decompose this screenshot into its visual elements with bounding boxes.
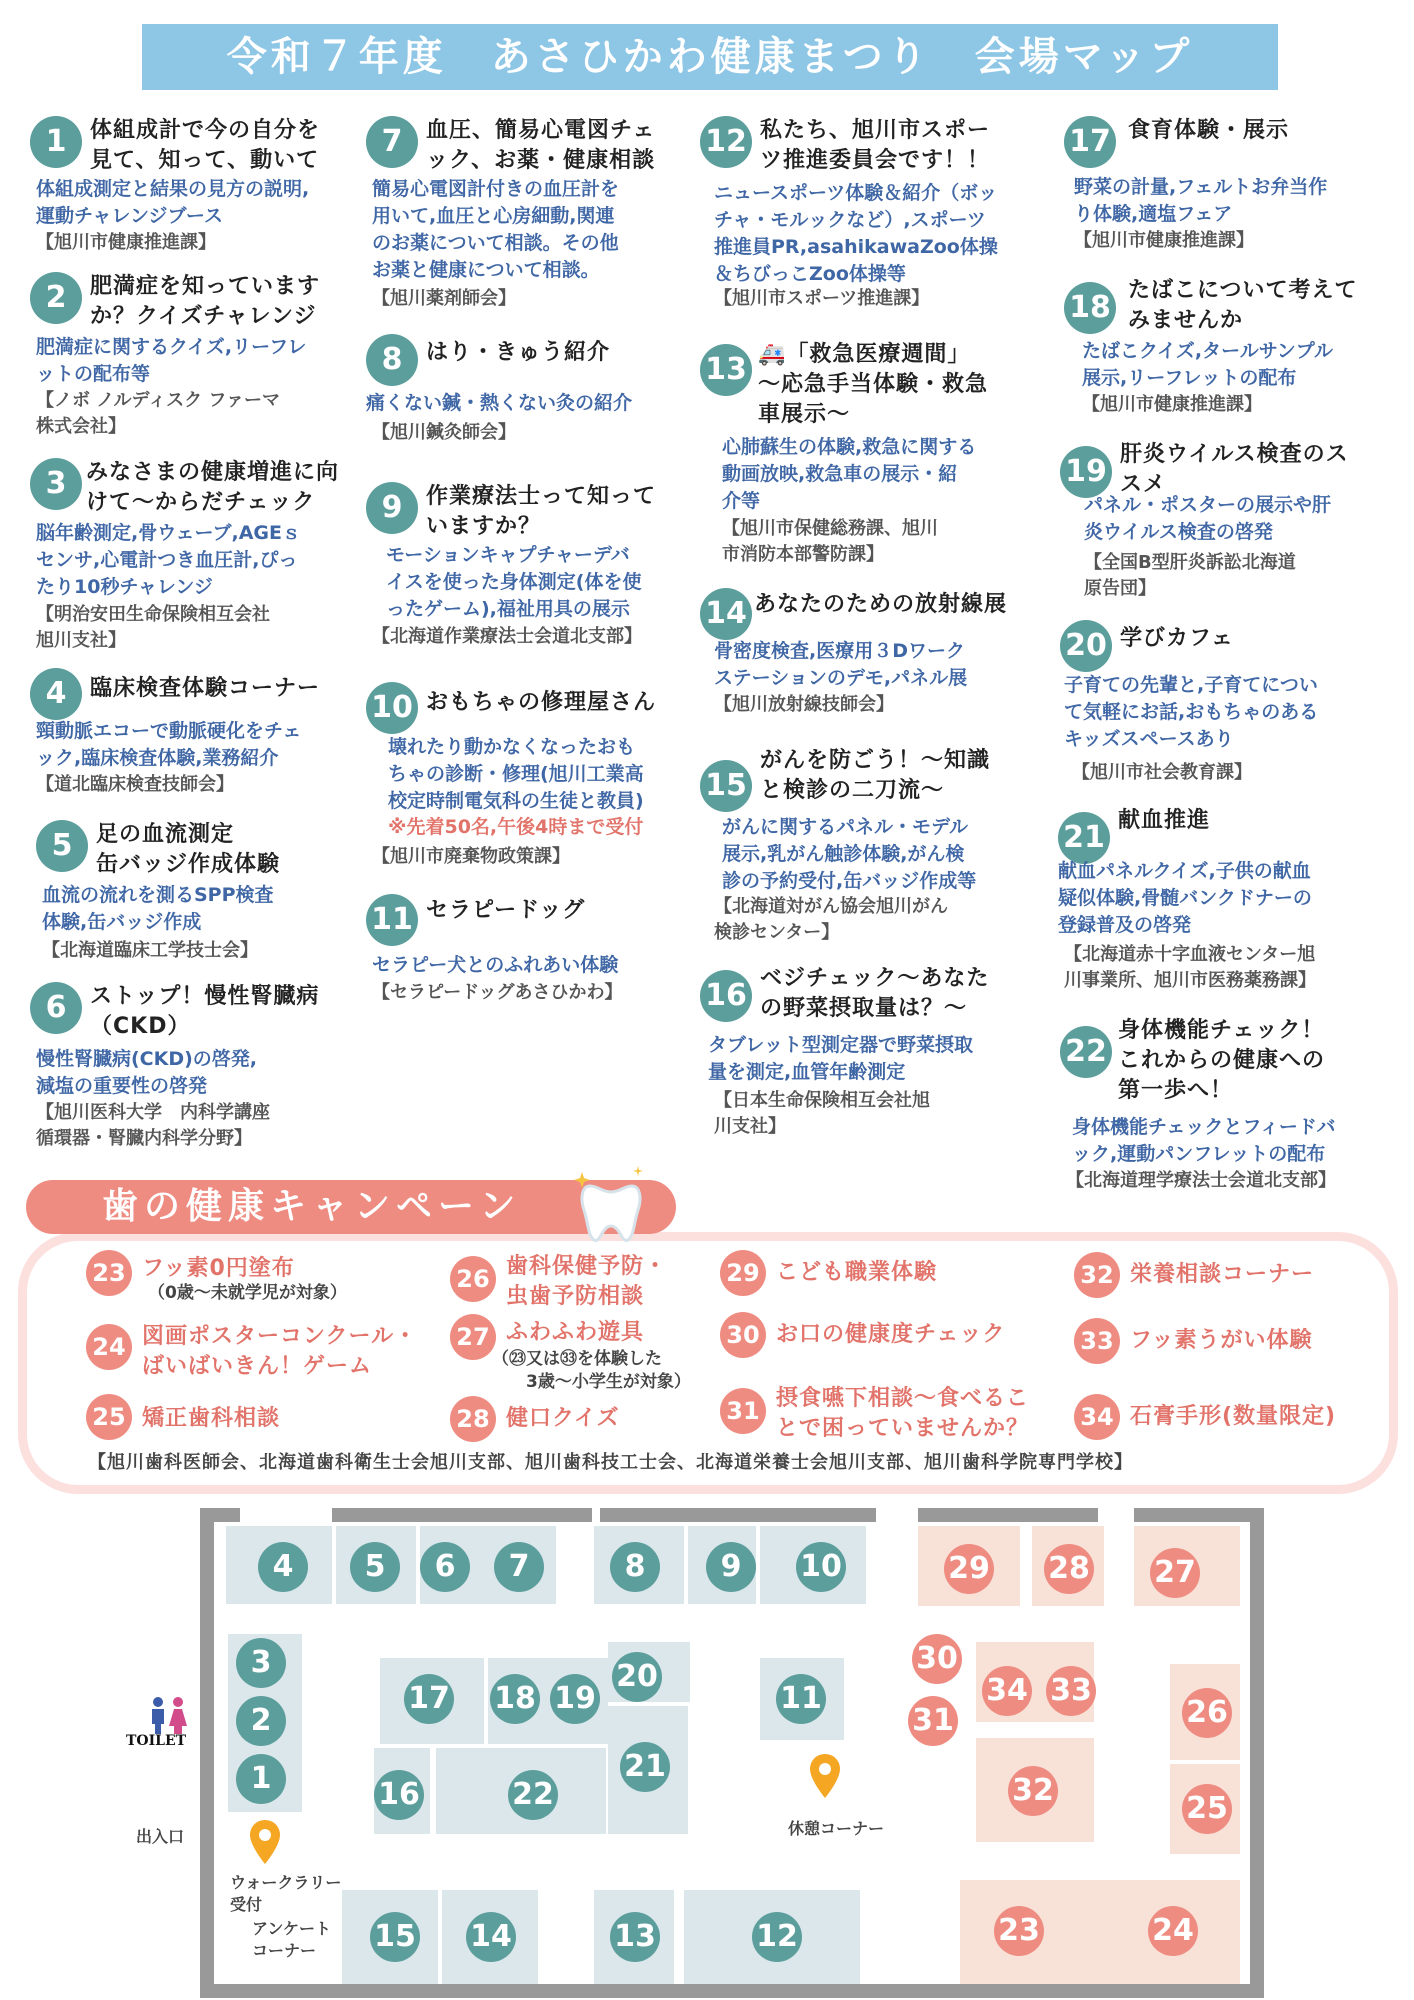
dental-item-34 [1074,1394,1374,1442]
booth-org: 【北海道理学療法士会道北支部】 [1066,1170,1336,1191]
dental-number: 28 [450,1396,496,1442]
map-booth-22: 22 [508,1770,558,1820]
booth-org: 【旭川市健康推進課】 [1082,394,1262,415]
booth-number: 2 [30,272,82,324]
booth-number: 9 [366,482,418,534]
booth-number: 7 [366,116,418,168]
map-booth-21: 21 [620,1742,670,1792]
dental-item-28 [450,1396,710,1444]
booth-title: おもちゃの修理屋さん [426,690,657,715]
booth-number: 5 [36,820,88,872]
map-booth-12: 12 [752,1912,802,1962]
booth-title: みなさまの健康増進に向 けて～からだチェック [86,460,340,515]
booth-16 [700,964,1050,1137]
booth-org: 【北海道対がん協会旭川がん 検診センター】 [714,896,948,943]
booth-title: たばこについて考えて みませんか [1128,278,1358,333]
booth-desc: 頸動脈エコーで動脈硬化をチェ ック,臨床検査体験,業務紹介 [36,720,302,769]
booth-desc: 子育ての先輩と,子育てについ て気軽にお話,おもちゃのある キッズスペースあり [1064,674,1319,750]
booth-title: はり・きゅう紹介 [426,340,611,365]
booth-title: 体組成計で今の自分を 見て、知って、動いて [90,118,321,173]
booth-title: 献血推進 [1118,808,1211,833]
dental-number: 31 [720,1388,766,1434]
booth-title: 作業療法士って知って いますか？ [426,484,657,539]
booth-org: 【旭川市健康推進課】 [1074,230,1254,251]
booth-11 [366,894,696,1014]
booth-org: 【旭川医科大学 内科学講座 循環器・腎臓内科学分野】 [36,1102,270,1149]
booth-title: 学びカフェ [1120,626,1234,651]
dental-label: 図画ポスターコンクール・ ばいばいきん！ゲーム [142,1324,418,1379]
booth-2 [30,272,360,442]
booth-org: 【セラピードッグあさひかわ】 [372,982,623,1003]
booth-desc: セラピー犬とのふれあい体験 [372,954,619,976]
map-booth-5: 5 [350,1542,400,1592]
map-booth-24: 24 [1148,1906,1198,1956]
dental-label: 健口クイズ [506,1406,620,1431]
booth-title: 身体機能チェック！ これからの健康への 第一歩へ！ [1118,1018,1326,1103]
dental-item-27 [450,1314,710,1394]
map-booth-33: 33 [1046,1666,1096,1716]
booth-desc: モーションキャプチャーデバ イスを使った身体測定(体を使 ったゲーム),福祉用具の展示 [386,544,642,620]
booth-desc: たばこクイズ,タールサンプル 展示,リーフレットの配布 [1082,340,1333,389]
dental-item-24 [86,1318,456,1378]
map-booth-19: 19 [550,1674,600,1724]
booth-number: 10 [366,682,418,734]
booth-number: 4 [30,668,82,720]
booth-org: 【旭川市社会教育課】 [1072,762,1252,783]
booth-org: 【日本生命保険相互会社旭 川支社】 [714,1090,930,1137]
booth-desc: パネル・ポスターの展示や肝 炎ウイルス検査の啓発 [1084,494,1332,543]
dental-number: 32 [1074,1252,1120,1298]
map-booth-30: 30 [912,1634,962,1684]
dental-item-29 [720,1250,1020,1298]
booth-org: 【旭川市スポーツ推進課】 [714,288,930,309]
map-booth-17: 17 [404,1674,454,1724]
map-booth-20: 20 [612,1652,662,1702]
booth-21 [1058,806,1408,1006]
booth-15 [700,746,1050,946]
booth-number: 3 [30,458,82,510]
map-booth-11: 11 [776,1674,826,1724]
dental-item-23 [86,1250,416,1310]
booth-17 [1064,116,1404,266]
booth-8 [366,334,696,444]
booth-desc: 献血パネルクイズ,子供の献血 疑似体験,骨髄バンクドナーの 登録普及の啓発 [1058,860,1312,936]
booth-org: 【ノボ ノルディスク ファーマ 株式会社】 [36,390,281,437]
booth-19 [1060,440,1400,610]
booth-7 [366,116,686,316]
booth-org: 【旭川市健康推進課】 [36,232,216,253]
map-booth-10: 10 [796,1542,846,1592]
map-booth-25: 25 [1182,1784,1232,1834]
dental-organizers: 【旭川歯科医師会、北海道歯科衛生士会旭川支部、旭川歯科技工士会、北海道栄養士会旭川支部、旭川歯科学院専門学校】 [88,1452,1133,1473]
dental-label: ふわふわ遊具 [506,1320,645,1345]
map-booth-6: 6 [420,1542,470,1592]
dental-number: 33 [1074,1318,1120,1364]
booth-1 [30,116,360,256]
dental-item-30 [720,1312,1060,1360]
map-booth-2: 2 [236,1696,286,1746]
dental-number: 27 [450,1314,496,1360]
booth-desc: 慢性腎臓病(CKD)の啓発, 減塩の重要性の啓発 [36,1048,258,1097]
booth-title: 血圧、簡易心電図チェ ック、お薬・健康相談 [426,118,656,173]
booth-title: 食育体験・展示 [1128,118,1290,143]
booth-title: 🚑「救急医療週間」 ～応急手当体験・救急 車展示～ [758,342,989,427]
dental-label: フッ素0円塗布 [142,1256,295,1281]
dental-label: 矯正歯科相談 [142,1406,281,1431]
map-booth-9: 9 [706,1542,756,1592]
booth-org: 【北海道臨床工学技士会】 [42,940,258,961]
booth-title: ベジチェック～あなた の野菜摂取量は？～ [760,966,990,1021]
booth-10 [366,682,696,872]
booth-org: 【全国B型肝炎訴訟北海道 原告団】 [1084,552,1296,599]
map-booth-4: 4 [258,1542,308,1592]
map-booth-34: 34 [982,1666,1032,1716]
booth-number: 18 [1064,282,1116,334]
booth-title: 足の血流測定 缶バッジ作成体験 [96,822,281,877]
booth-desc: 痛くない鍼・熱くない灸の紹介 [366,392,633,414]
booth-number: 20 [1060,620,1112,672]
map-booth-31: 31 [908,1696,958,1746]
booth-number: 6 [30,982,82,1034]
dental-number: 26 [450,1256,496,1302]
dental-item-31 [720,1380,1080,1440]
map-booth-26: 26 [1182,1688,1232,1738]
walk-rally-pin-icon [248,1818,282,1866]
dental-label: お口の健康度チェック [776,1322,1006,1347]
booth-note: ※先着50名,午後4時まで受付 [388,816,644,838]
rest-area-label: 休憩コーナー [788,1819,885,1838]
map-booth-23: 23 [994,1906,1044,1956]
booth-9 [366,482,696,652]
booth-desc: 簡易心電図計付きの血圧計を 用いて,血圧と心房細動,関連 のお薬について相談。その他 お薬と健康について相談。 [372,178,620,281]
tooth-icon [574,1164,648,1248]
dental-number: 23 [86,1250,132,1296]
booth-number: 19 [1060,446,1112,498]
dental-item-32 [1074,1252,1374,1300]
dental-campaign-heading: 歯の健康キャンペーン [26,1180,676,1234]
booth-6 [30,982,360,1152]
booth-number: 12 [700,116,752,168]
booth-title: あなたのための放射線展 [754,592,1008,617]
map-booth-27: 27 [1150,1548,1200,1598]
dental-item-25 [86,1394,386,1442]
booth-20 [1060,620,1400,790]
dental-number: 24 [86,1324,132,1370]
booth-number: 14 [700,588,752,640]
booth-desc: がんに関するパネル・モデル 展示,乳がん触診体験,がん検 診の予約受付,缶バッジ作成等 [722,816,977,892]
dental-sub: （㉓又は㉝を体験した 3歳～小学生が対象） [492,1349,691,1392]
booth-desc: 脳年齢測定,骨ウェーブ,AGEｓ センサ,心電計つき血圧計,ぴっ たり10秒チャレンジ [36,522,302,598]
booth-22 [1060,1016,1410,1206]
dental-label: 栄養相談コーナー [1130,1262,1315,1287]
booth-number: 13 [700,344,752,396]
booth-desc: 骨密度検査,医療用３Dワーク ステーションのデモ,パネル展 [714,640,968,689]
booth-number: 17 [1064,116,1116,168]
booth-desc: 肥満症に関するクイズ,リーフレ ットの配布等 [36,336,307,385]
dental-label: フッ素うがい体験 [1130,1328,1313,1353]
dental-number: 29 [720,1250,766,1296]
survey-label: アンケート コーナー [252,1919,332,1960]
booth-desc: 身体機能チェックとフィードバ ック,運動パンフレットの配布 [1072,1116,1336,1165]
dental-number: 30 [720,1312,766,1358]
booth-org: 【旭川放射線技師会】 [714,694,894,715]
rest-area-pin-icon [808,1752,842,1800]
booth-number: 21 [1058,812,1110,864]
map-booth-8: 8 [610,1542,660,1592]
booth-org: 【旭川鍼灸師会】 [372,422,516,443]
dental-number: 25 [86,1394,132,1440]
booth-desc: 心肺蘇生の体験,救急に関する 動画放映,救急車の展示・紹 介等 [722,436,977,512]
booth-title: がんを防ごう！～知識 と検診の二刀流～ [760,748,991,803]
booth-org: 【明治安田生命保険相互会社 旭川支社】 [36,604,270,651]
booth-title: 肝炎ウイルス検査のス スメ [1120,442,1349,497]
booth-desc: ニュースポーツ体験＆紹介（ボッ チャ・モルックなど）,スポーツ 推進員PR,asahikawaZoo体操 ＆ちびっこZoo体操等 [714,182,998,285]
toilet-label: TOILET [126,1733,187,1749]
booth-desc: タブレット型測定器で野菜摂取 量を測定,血管年齢測定 [708,1034,974,1083]
booth-18 [1064,276,1404,436]
booth-number: 11 [366,894,418,946]
map-booth-7: 7 [494,1542,544,1592]
dental-label: 摂食嚥下相談～食べるこ とで困っていませんか？ [776,1386,1030,1441]
dental-label: 歯科保健予防・ 虫歯予防相談 [506,1254,668,1309]
booth-number: 8 [366,334,418,386]
entrance-label: 出入口 [136,1827,185,1846]
booth-desc: 野菜の計量,フェルトお弁当作 り体験,適塩フェア [1074,176,1328,225]
booth-number: 16 [700,970,752,1022]
booth-12 [700,116,1050,316]
booth-title: 肥満症を知っています か？クイズチャレンジ [90,274,321,329]
map-booth-29: 29 [944,1544,994,1594]
booth-3 [30,458,360,658]
booth-number: 22 [1060,1026,1112,1078]
booth-title: 私たち、旭川市スポー ツ推進委員会です！！ [760,118,991,173]
map-booth-13: 13 [610,1912,660,1962]
booth-desc: 血流の流れを測るSPP検査 体験,缶バッジ作成 [42,884,274,933]
booth-title: 臨床検査体験コーナー [90,676,321,701]
page-title: 令和７年度 あさひかわ健康まつり 会場マップ [142,24,1278,90]
booth-org: 【旭川薬剤師会】 [372,288,516,309]
map-booth-18: 18 [490,1674,540,1724]
booth-org: 【旭川市保健総務課、旭川 市消防本部警防課】 [722,518,938,565]
map-booth-15: 15 [370,1912,420,1962]
booth-14 [700,588,1050,718]
booth-4 [30,668,360,808]
map-booth-3: 3 [236,1638,286,1688]
dental-item-26 [450,1248,710,1308]
booth-desc: 体組成測定と結果の見方の説明, 運動チャレンジブース [36,178,310,227]
dental-number: 34 [1074,1394,1120,1440]
map-booth-14: 14 [466,1912,516,1962]
dental-label: こども職業体験 [776,1260,938,1285]
booth-org: 【道北臨床検査技師会】 [36,774,234,795]
booth-number: 15 [700,760,752,812]
booth-org: 【北海道作業療法士会道北支部】 [372,626,642,647]
dental-label: 石膏手形(数量限定) [1130,1404,1337,1429]
dental-sub: （0歳～未就学児が対象） [148,1283,347,1303]
walk-rally-label: ウォークラリー 受付 [230,1873,342,1914]
booth-title: ストップ！慢性腎臓病 （CKD） [90,984,320,1039]
booth-org: 【北海道赤十字血液センター旭 川事業所、旭川市医務薬務課】 [1064,944,1316,991]
map-booth-1: 1 [236,1754,286,1804]
dental-item-33 [1074,1318,1374,1366]
map-booth-32: 32 [1008,1766,1058,1816]
booth-5 [36,820,366,970]
map-booth-28: 28 [1044,1544,1094,1594]
booth-desc: 壊れたり動かなくなったおも ちゃの診断・修理(旭川工業高 校定時制電気科の生徒と教員) [388,736,644,812]
map-booth-16: 16 [374,1770,424,1820]
booth-org: 【旭川市廃棄物政策課】 [372,846,570,867]
booth-number: 1 [30,116,82,168]
booth-title: セラピードッグ [426,898,586,923]
booth-13 [700,340,1050,570]
